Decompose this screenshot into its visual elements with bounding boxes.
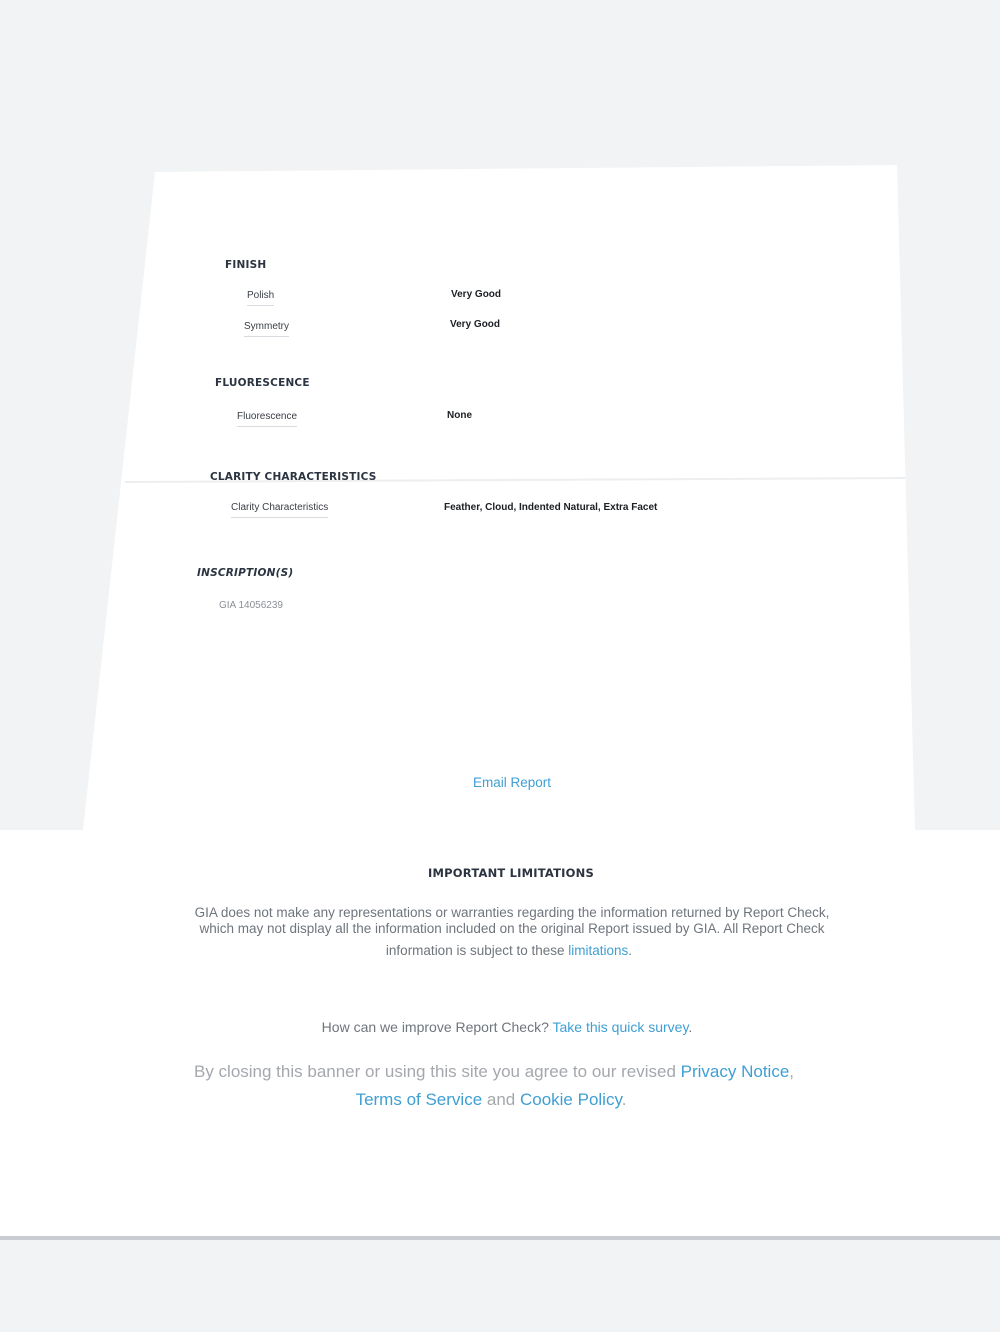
inscription-value: GIA 14056239 bbox=[219, 600, 283, 611]
clarity-label: Clarity Characteristics bbox=[231, 502, 328, 518]
cookie-policy-link[interactable]: Cookie Policy bbox=[519, 1090, 622, 1109]
inscriptions-heading: INSCRIPTION(S) bbox=[197, 567, 294, 579]
limitations-line-1: GIA does not make any representations or warranties regarding the information returned by Report Check, bbox=[194, 905, 830, 920]
symmetry-value: Very Good bbox=[450, 319, 501, 330]
banner-period: . bbox=[621, 1090, 627, 1109]
fluorescence-label: Fluorescence bbox=[237, 411, 297, 427]
banner-and: and bbox=[482, 1090, 520, 1109]
polish-value: Very Good bbox=[451, 289, 502, 300]
banner-line-2 bbox=[0, 1086, 982, 1113]
terms-of-service-link[interactable]: Terms of Service bbox=[355, 1090, 483, 1109]
banner-text: By closing this banner or using this site you agree to our revised bbox=[193, 1062, 681, 1081]
privacy-notice-link[interactable]: Privacy Notice bbox=[680, 1062, 790, 1081]
limitations-link[interactable]: limitations bbox=[568, 943, 629, 958]
polish-label: Polish bbox=[247, 290, 274, 306]
survey-question: How can we improve Report Check? bbox=[321, 1019, 553, 1035]
clarity-value: Feather, Cloud, Indented Natural, Extra Facet bbox=[444, 502, 658, 513]
survey-line bbox=[0, 1019, 1000, 1036]
survey-link[interactable]: Take this quick survey bbox=[552, 1019, 689, 1035]
banner-comma: , bbox=[789, 1062, 795, 1081]
limitations-line-3 bbox=[0, 942, 1000, 959]
limitations-period: . bbox=[628, 943, 633, 958]
survey-period: . bbox=[688, 1019, 693, 1035]
limitations-line-2: which may not display all the information included on the original Report issued by GIA. All Report Check bbox=[199, 921, 825, 936]
finish-heading: FINISH bbox=[225, 259, 267, 271]
limitations-heading: IMPORTANT LIMITATIONS bbox=[428, 866, 594, 880]
clarity-heading: CLARITY CHARACTERISTICS bbox=[210, 471, 377, 483]
fluorescence-value: None bbox=[447, 410, 472, 421]
banner-line-1 bbox=[0, 1058, 988, 1085]
fluorescence-heading: FLUORESCENCE bbox=[215, 377, 310, 389]
email-report-link[interactable]: Email Report bbox=[473, 775, 552, 790]
limitations-line-3-text: information is subject to these bbox=[385, 943, 569, 958]
symmetry-label: Symmetry bbox=[244, 321, 289, 337]
